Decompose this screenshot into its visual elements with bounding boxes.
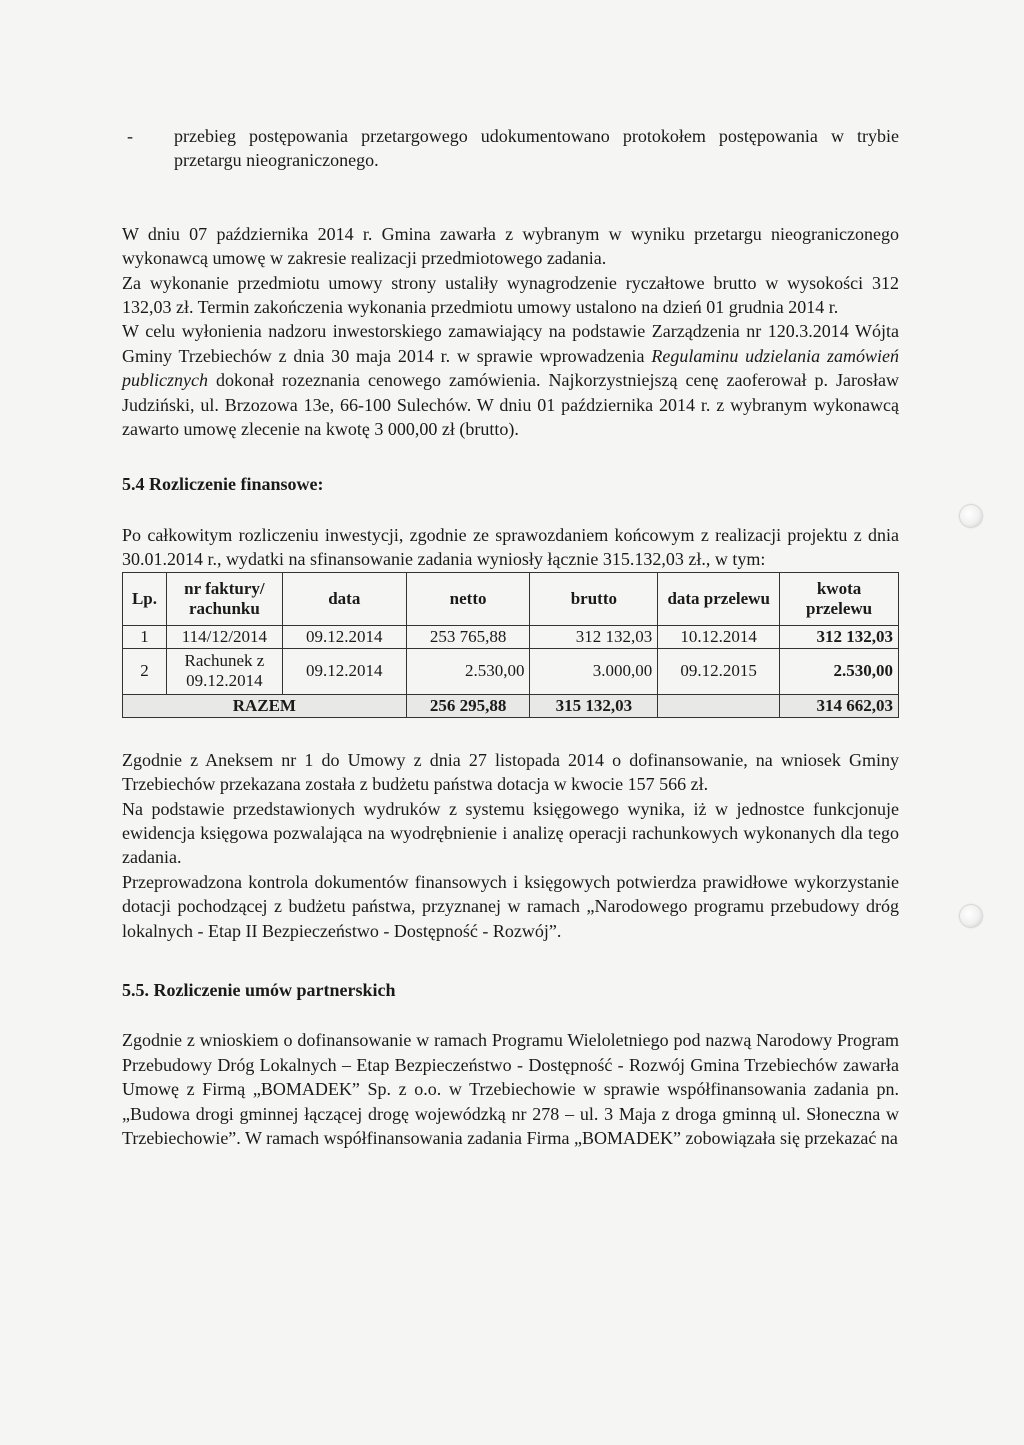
- table-cell: 09.12.2014: [282, 648, 406, 694]
- table-cell: 3.000,00: [530, 648, 658, 694]
- dash-list-item: [122, 124, 899, 173]
- nadzor-text-1: W celu wyłonienia nadzoru inwestorskiego zamawiający na podstawie Zarządzenia nr 120.3.2014 Wójta Gminy Trzebiechów z dnia 30 maja 2014 r. w sprawie wprowadzenia: [122, 321, 899, 366]
- total-empty-cell: [658, 694, 780, 717]
- column-header: data: [282, 572, 406, 625]
- paragraph-nadzor: [122, 319, 899, 441]
- total-netto: 256 295,88: [406, 694, 530, 717]
- paragraph-umowy-partnerskie: Zgodnie z wnioskiem o dofinansowanie w ramach Programu Wieloletniego pod nazwą Narodowy Program Przebudowy Dróg Lokalnych – Etap Bezpieczeństwo - Dostępność - Rozwój Gmina Trzebiechów zawarła Umowę z Firmą „BOMADEK” Sp. z o.o. w Trzebiechowie w sprawie współfinansowania zadania pn. „Budowa drogi gminnej łączącej drogę wojewódzką nr 278 – ul. 3 Maja z droga gminną ul. Słoneczna w Trzebiechowie”. W ramach współfinansowania zadania Firma „BOMADEK” zobowiązała się przekazać na: [122, 1030, 899, 1148]
- paragraph-rozliczenie: Po całkowitym rozliczeniu inwestycji, zgodnie ze sprawozdaniem końcowym z realizacji projektu z dnia 30.01.2014 r., wydatki na sfinansowanie zadania wyniosły łącznie 315.132,03 zł., w tym:: [122, 524, 899, 570]
- table-cell: 09.12.2014: [282, 625, 406, 648]
- table-cell: 312 132,03: [530, 625, 658, 648]
- column-header: nr faktury/ rachunku: [166, 572, 282, 625]
- table-cell: 312 132,03: [780, 625, 899, 648]
- nadzor-text-2: dokonał rozeznania cenowego zamówienia. Najkorzystniejszą cenę zaoferował p. Jarosław Judziński, ul. Brzozowa 13e, 66-100 Sulechów. W dniu 01 października 2014 r. z wybranym wykonawcą zawarto umowę zlecenie na kwotę 3 000,00 zł (brutto).: [122, 370, 899, 440]
- column-header: data przelewu: [658, 572, 780, 625]
- paragraph-ewidencja: Na podstawie przedstawionych wydruków z systemu księgowego wynika, iż w jednostce funkcjonuje ewidencja księgowa pozwalająca na wyodrębnienie i analizę operacji rachunkowych wykonanych dla tego zadania.: [122, 798, 899, 868]
- list-item-text: przebieg postępowania przetargowego udokumentowano protokołem postępowania w trybie przetargu nieograniczonego.: [174, 126, 899, 171]
- table-cell: 253 765,88: [406, 625, 530, 648]
- table-cell: 09.12.2015: [658, 648, 780, 694]
- column-header: kwota przelewu: [780, 572, 899, 625]
- nadzor-italic-title: Regulaminu udzielania zamówień publicznych: [122, 345, 899, 391]
- column-header: netto: [406, 572, 530, 625]
- total-brutto: 315 132,03: [530, 694, 658, 717]
- table-cell: 2.530,00: [406, 648, 530, 694]
- table-total-row: [123, 694, 899, 717]
- table-header-row: [123, 572, 899, 625]
- paragraph-wynagrodzenie: Za wykonanie przedmiotu umowy strony ustaliły wynagrodzenie ryczałtowe brutto w wysokości 312 132,03 zł. Termin zakończenia wykonania przedmiotu umowy ustalono na dzień 01 grudnia 2014 r.: [122, 272, 899, 318]
- table-row: [123, 625, 899, 648]
- total-label: RAZEM: [123, 694, 407, 717]
- table-cell: Rachunek z 09.12.2014: [166, 648, 282, 694]
- column-header: brutto: [530, 572, 658, 625]
- punch-hole-top: [960, 505, 982, 527]
- section-heading-5-4: 5.4 Rozliczenie finansowe:: [122, 474, 324, 495]
- post-table-section: [122, 748, 899, 943]
- table-row: [123, 648, 899, 694]
- section-heading-5-5: 5.5. Rozliczenie umów partnerskich: [122, 979, 396, 1000]
- total-kwota: 314 662,03: [780, 694, 899, 717]
- table-cell: 2.530,00: [780, 648, 899, 694]
- paragraph-kontrola: Przeprowadzona kontrola dokumentów finansowych i księgowych potwierdza prawidłowe wykorzystanie dotacji pochodzącej z budżetu państwa, przyznanej w ramach „Narodowego programu przebudowy dróg lokalnych - Etap II Bezpieczeństwo - Dostępność - Rozwój”.: [122, 871, 899, 941]
- list-dash: -: [127, 126, 133, 146]
- column-header: Lp.: [123, 572, 167, 625]
- paragraph-umowa: W dniu 07 października 2014 r. Gmina zawarła z wybranym w wyniku przetargu nieograniczonego wykonawcą umowę w zakresie realizacji przedmiotowego zadania.: [122, 223, 899, 269]
- table-cell: 10.12.2014: [658, 625, 780, 648]
- document-body: [122, 124, 899, 1150]
- table-cell: 2: [123, 648, 167, 694]
- financial-table: [122, 572, 899, 718]
- punch-hole-bottom: [960, 905, 982, 927]
- table-cell: 114/12/2014: [166, 625, 282, 648]
- paragraph-aneks: Zgodnie z Aneksem nr 1 do Umowy z dnia 27 listopada 2014 o dofinansowanie, na wniosek Gminy Trzebiechów przekazana została z budżetu państwa dotacja w kwocie 157 566 zł.: [122, 749, 899, 795]
- table-cell: 1: [123, 625, 167, 648]
